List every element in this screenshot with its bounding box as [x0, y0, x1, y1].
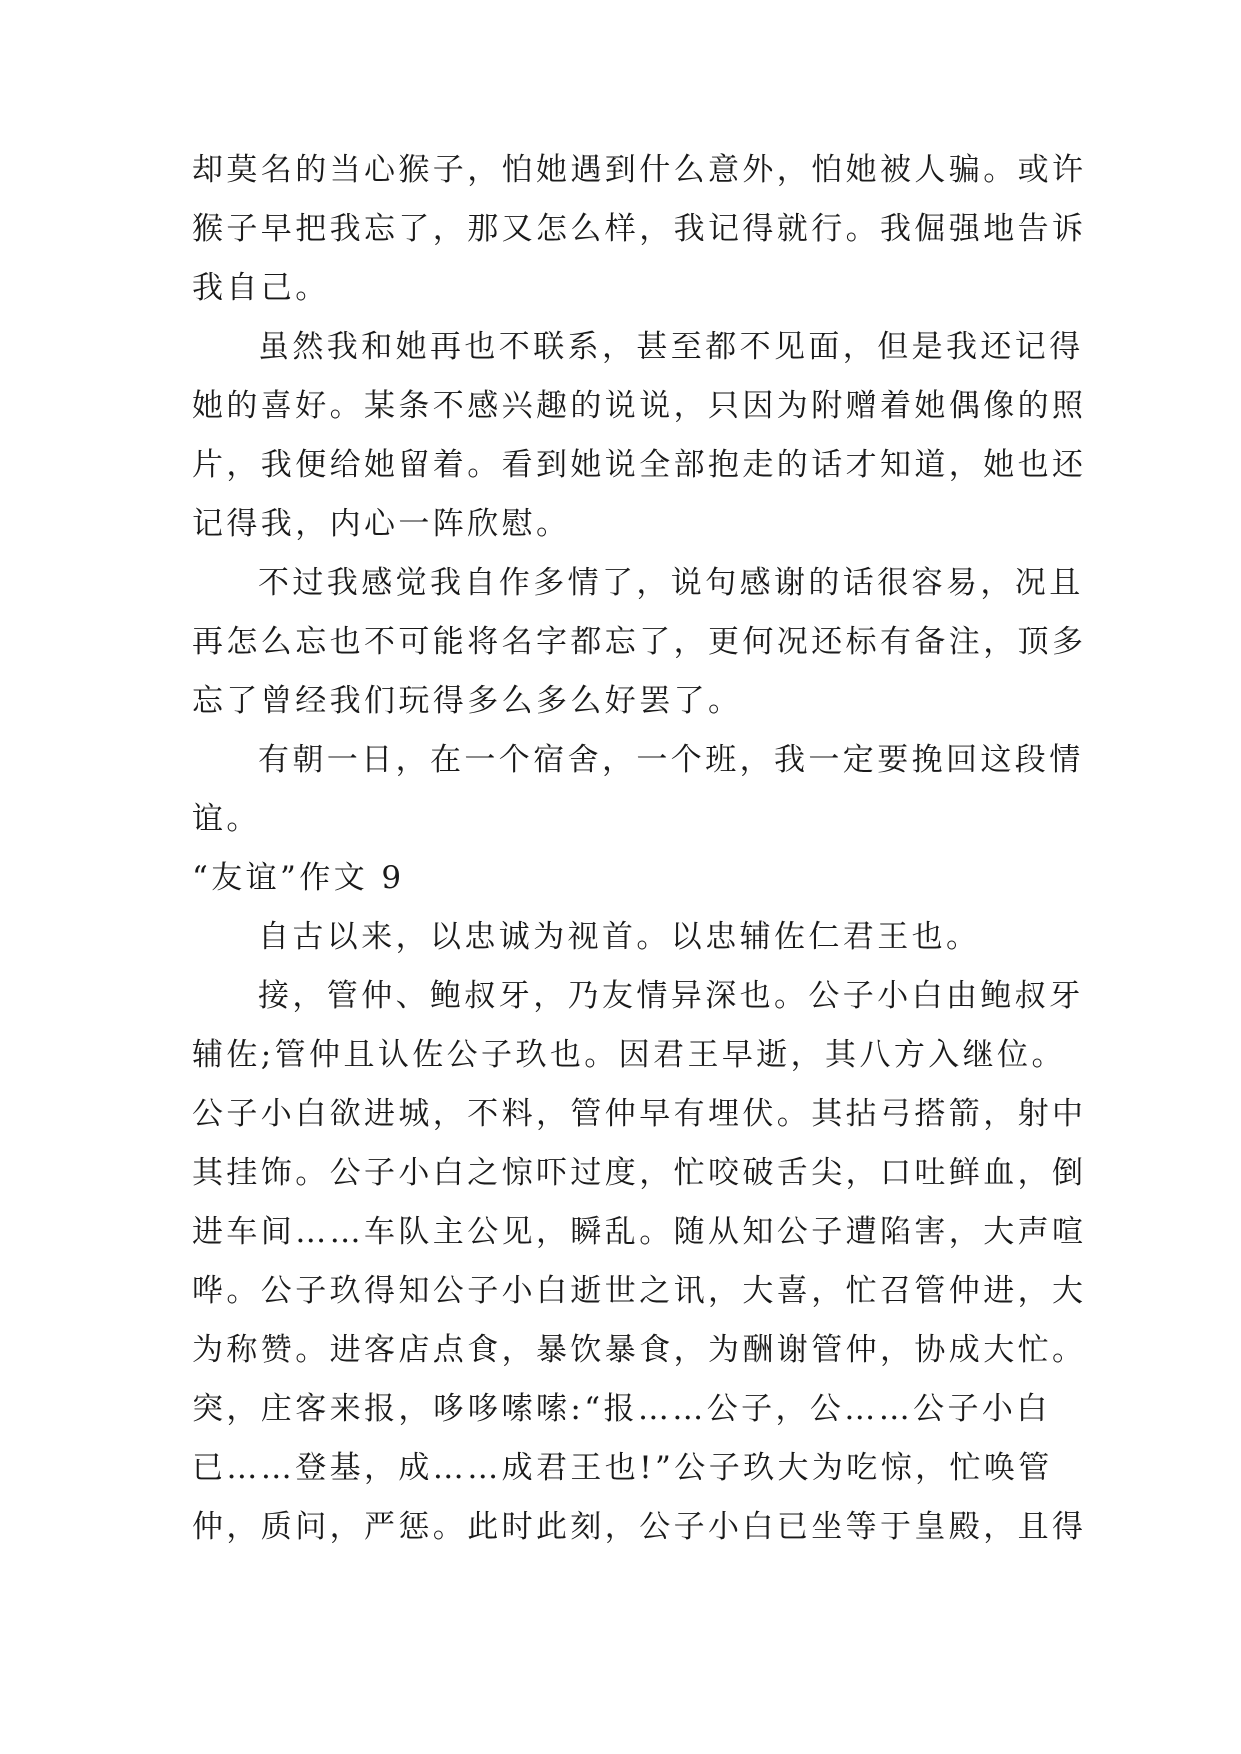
text-line: 谊。 — [192, 801, 261, 837]
text-line: 为称赞。进客店点食，暴饮暴食，为酬谢管仲，协成大忙。 — [192, 1332, 1087, 1368]
text-line: 进车间……车队主公见，瞬乱。随从知公子遭陷害，大声喧 — [192, 1214, 1087, 1250]
text-line: 记得我，内心一阵欣慰。 — [192, 506, 571, 542]
text-line: 我自己。 — [192, 270, 330, 306]
paragraph-start-line: 接，管仲、鲍叔牙，乃友情异深也。公子小白由鲍叔牙 — [258, 978, 1084, 1014]
text-line: 公子小白欲进城，不料，管仲早有埋伏。其拈弓搭箭，射中 — [192, 1096, 1087, 1132]
text-line: 猴子早把我忘了，那又怎么样，我记得就行。我倔强地告诉 — [192, 211, 1087, 247]
text-line: 片，我便给她留着。看到她说全部抱走的话才知道，她也还 — [192, 447, 1087, 483]
text-line: 哗。公子玖得知公子小白逝世之讯，大喜，忙召管仲进，大 — [192, 1273, 1087, 1309]
text-line: 仲，质问，严惩。此时此刻，公子小白已坐等于皇殿，且得 — [192, 1509, 1087, 1545]
text-line: 已……登基，成……成君王也!”公子玖大为吃惊，忙唤管 — [192, 1450, 1053, 1486]
paragraph-start-line: 虽然我和她再也不联系，甚至都不见面，但是我还记得 — [258, 329, 1084, 365]
text-line: 忘了曾经我们玩得多么多么好罢了。 — [192, 683, 743, 719]
text-line: 辅佐;管仲且认佐公子玖也。因君王早逝，其八方入继位。 — [192, 1037, 1066, 1073]
paragraph-start-line: 自古以来，以忠诚为视首。以忠辅佐仁君王也。 — [258, 919, 981, 955]
text-line: 却莫名的当心猴子，怕她遇到什么意外，怕她被人骗。或许 — [192, 152, 1087, 188]
section-heading: “友谊”作文 9 — [192, 860, 405, 896]
paragraph-start-line: 有朝一日，在一个宿舍，一个班，我一定要挽回这段情 — [258, 742, 1084, 778]
text-line: 她的喜好。某条不感兴趣的说说，只因为附赠着她偶像的照 — [192, 388, 1087, 424]
text-line: 再怎么忘也不可能将名字都忘了，更何况还标有备注，顶多 — [192, 624, 1087, 660]
text-line: 突，庄客来报，哆哆嗦嗦:“报……公子，公……公子小白 — [192, 1391, 1051, 1427]
text-line: 其挂饰。公子小白之惊吓过度，忙咬破舌尖，口吐鲜血，倒 — [192, 1155, 1087, 1191]
paragraph-start-line: 不过我感觉我自作多情了，说句感谢的话很容易，况且 — [258, 565, 1084, 601]
